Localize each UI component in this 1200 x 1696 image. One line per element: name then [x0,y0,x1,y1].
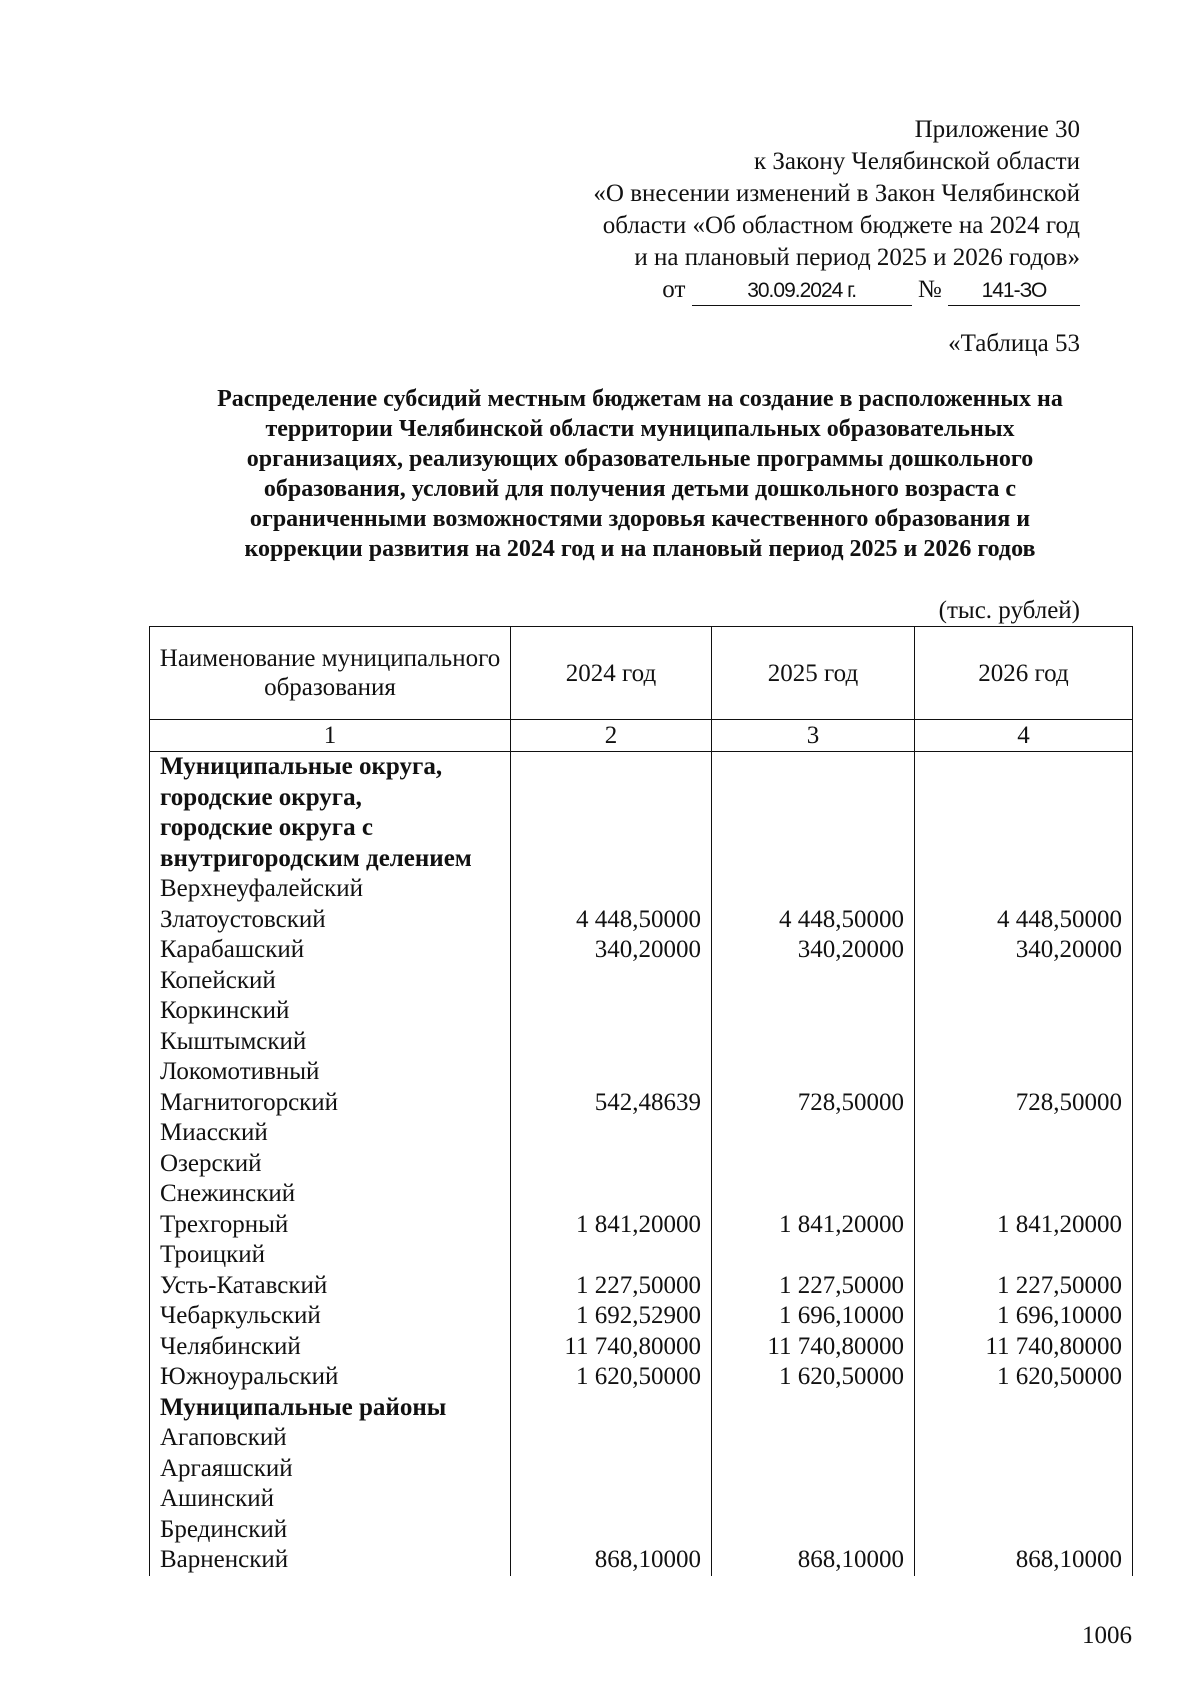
value-2024: 340,20000 [511,935,712,966]
table-row [150,1545,1133,1576]
value-2024 [511,996,712,1027]
value-2024 [511,1484,712,1515]
group-name: Муниципальные районы [150,1393,511,1424]
value-2024 [511,783,712,814]
municipality-name: Брединский [150,1515,511,1546]
value-2025 [712,783,915,814]
value-2026 [915,1454,1133,1485]
value-2025: 4 448,50000 [712,905,915,936]
group-row [150,844,1133,875]
title-line: организациях, реализующих образовательные программы дошкольного [246,446,1034,472]
table-row [150,1240,1133,1271]
value-2025 [712,1027,915,1058]
group-row [150,813,1133,844]
header-line: к Закону Челябинской области [754,148,1080,175]
table-row [150,966,1133,997]
header-line: и на плановый период 2025 и 2026 годов» [634,244,1080,271]
value-2026: 1 227,50000 [915,1271,1133,1302]
value-2025 [712,966,915,997]
municipality-name: Миасский [150,1118,511,1149]
value-2024 [511,1240,712,1271]
law-number: 141-ЗО [948,277,1080,306]
value-2024 [511,1179,712,1210]
municipality-name: Коркинский [150,996,511,1027]
municipality-name: Карабашский [150,935,511,966]
municipality-name: Магнитогорский [150,1088,511,1119]
value-2024 [511,752,712,783]
value-2024: 1 620,50000 [511,1362,712,1393]
value-2024: 1 227,50000 [511,1271,712,1302]
municipality-name: Снежинский [150,1179,511,1210]
municipality-name: Ашинский [150,1484,511,1515]
value-2026: 1 841,20000 [915,1210,1133,1241]
column-number: 4 [915,720,1133,752]
municipality-name: Агаповский [150,1423,511,1454]
value-2025: 728,50000 [712,1088,915,1119]
value-2026: 1 620,50000 [915,1362,1133,1393]
value-2026: 340,20000 [915,935,1133,966]
value-2025 [712,1393,915,1424]
value-2026 [915,1393,1133,1424]
number-prefix: № [917,276,942,303]
value-2024: 542,48639 [511,1088,712,1119]
group-name: Муниципальные округа, [150,752,511,783]
municipality-name: Златоустовский [150,905,511,936]
table-row [150,1057,1133,1088]
title-line: коррекции развития на 2024 год и на плановый период 2025 и 2026 годов [244,536,1036,562]
value-2026: 1 696,10000 [915,1301,1133,1332]
value-2025 [712,1057,915,1088]
municipality-name: Аргаяшский [150,1454,511,1485]
value-2025: 340,20000 [712,935,915,966]
header-line: Приложение 30 [914,116,1080,143]
subsidy-table [149,626,1133,1576]
header-2026: 2026 год [915,627,1133,720]
municipality-name: Южноуральский [150,1362,511,1393]
municipality-name: Усть-Катавский [150,1271,511,1302]
municipality-name: Копейский [150,966,511,997]
column-number-row [150,720,1133,752]
table-row [150,1149,1133,1180]
value-2025 [712,1484,915,1515]
municipality-name: Челябинский [150,1332,511,1363]
value-2024: 1 841,20000 [511,1210,712,1241]
header-municipality: Наименование муниципального образования [150,627,511,720]
table-row [150,874,1133,905]
group-name: внутригородским делением [150,844,511,875]
municipality-name: Трехгорный [150,1210,511,1241]
page-number: 1006 [1082,1622,1132,1649]
units-label: (тыс. рублей) [938,597,1080,624]
value-2025 [712,1515,915,1546]
value-2025 [712,1423,915,1454]
value-2024: 4 448,50000 [511,905,712,936]
table-row [150,1423,1133,1454]
table-row [150,1301,1133,1332]
value-2024 [511,966,712,997]
value-2024 [511,874,712,905]
table-row [150,1088,1133,1119]
header-line: «О внесении изменений в Закон Челябинской [593,180,1080,207]
value-2025 [712,752,915,783]
document-header [593,114,1080,306]
value-2026 [915,844,1133,875]
value-2025: 868,10000 [712,1545,915,1576]
value-2025: 1 227,50000 [712,1271,915,1302]
value-2025 [712,874,915,905]
table-row [150,1515,1133,1546]
municipality-name: Троицкий [150,1240,511,1271]
value-2026 [915,874,1133,905]
value-2026 [915,1515,1133,1546]
value-2026: 868,10000 [915,1545,1133,1576]
column-number: 2 [511,720,712,752]
title-line: образования, условий для получения детьми дошкольного возраста с [263,476,1017,502]
value-2024 [511,1393,712,1424]
table-row [150,935,1133,966]
value-2024 [511,1057,712,1088]
value-2026 [915,1179,1133,1210]
value-2024 [511,1515,712,1546]
value-2024 [511,1027,712,1058]
value-2026: 4 448,50000 [915,905,1133,936]
value-2026 [915,1240,1133,1271]
table-row [150,1027,1133,1058]
value-2025 [712,1179,915,1210]
table-row [150,1179,1133,1210]
value-2025: 1 696,10000 [712,1301,915,1332]
value-2026 [915,1027,1133,1058]
value-2025 [712,1454,915,1485]
value-2026 [915,1149,1133,1180]
value-2025 [712,813,915,844]
value-2025 [712,996,915,1027]
value-2026 [915,813,1133,844]
value-2026: 11 740,80000 [915,1332,1133,1363]
table-row [150,1454,1133,1485]
municipality-name: Локомотивный [150,1057,511,1088]
title-line: территории Челябинской области муниципальных образовательных [265,416,1015,442]
column-number: 3 [712,720,915,752]
value-2026 [915,1057,1133,1088]
title-line: Распределение субсидий местным бюджетам на создание в расположенных на [217,386,1063,412]
value-2024 [511,1454,712,1485]
table-row [150,1362,1133,1393]
municipality-name: Верхнеуфалейский [150,874,511,905]
group-row [150,1393,1133,1424]
value-2026 [915,996,1133,1027]
table-row [150,996,1133,1027]
header-line: области «Об областном бюджете на 2024 год [602,212,1080,239]
header-2025: 2025 год [712,627,915,720]
value-2026 [915,1118,1133,1149]
table-row [150,1210,1133,1241]
group-name: городские округа с [150,813,511,844]
law-date-row [593,274,1080,306]
value-2024: 11 740,80000 [511,1332,712,1363]
value-2025: 1 841,20000 [712,1210,915,1241]
value-2024 [511,1118,712,1149]
table-header-row [150,627,1133,720]
value-2024 [511,813,712,844]
value-2026 [915,966,1133,997]
value-2026 [915,1484,1133,1515]
value-2025 [712,1149,915,1180]
municipality-name: Чебаркульский [150,1301,511,1332]
value-2025: 11 740,80000 [712,1332,915,1363]
value-2026: 728,50000 [915,1088,1133,1119]
value-2024: 868,10000 [511,1545,712,1576]
municipality-name: Кыштымский [150,1027,511,1058]
value-2025: 1 620,50000 [712,1362,915,1393]
group-row [150,752,1133,783]
table-row [150,1271,1133,1302]
column-number: 1 [150,720,511,752]
value-2024 [511,1149,712,1180]
value-2026 [915,752,1133,783]
group-row [150,783,1133,814]
value-2024: 1 692,52900 [511,1301,712,1332]
table-label: «Таблица 53 [948,330,1080,357]
value-2024 [511,1423,712,1454]
document-title [160,384,1120,564]
value-2024 [511,844,712,875]
table-row [150,905,1133,936]
header-2024: 2024 год [511,627,712,720]
table-row [150,1332,1133,1363]
value-2026 [915,1423,1133,1454]
value-2025 [712,1240,915,1271]
value-2026 [915,783,1133,814]
value-2025 [712,844,915,875]
date-prefix: от [662,276,686,303]
table-body [150,752,1133,1576]
table-row [150,1484,1133,1515]
table-row [150,1118,1133,1149]
title-line: ограниченными возможностями здоровья качественного образования и [249,506,1031,532]
municipality-name: Варненский [150,1545,511,1576]
law-date: 30.09.2024 г. [692,277,912,306]
municipality-name: Озерский [150,1149,511,1180]
group-name: городские округа, [150,783,511,814]
value-2025 [712,1118,915,1149]
